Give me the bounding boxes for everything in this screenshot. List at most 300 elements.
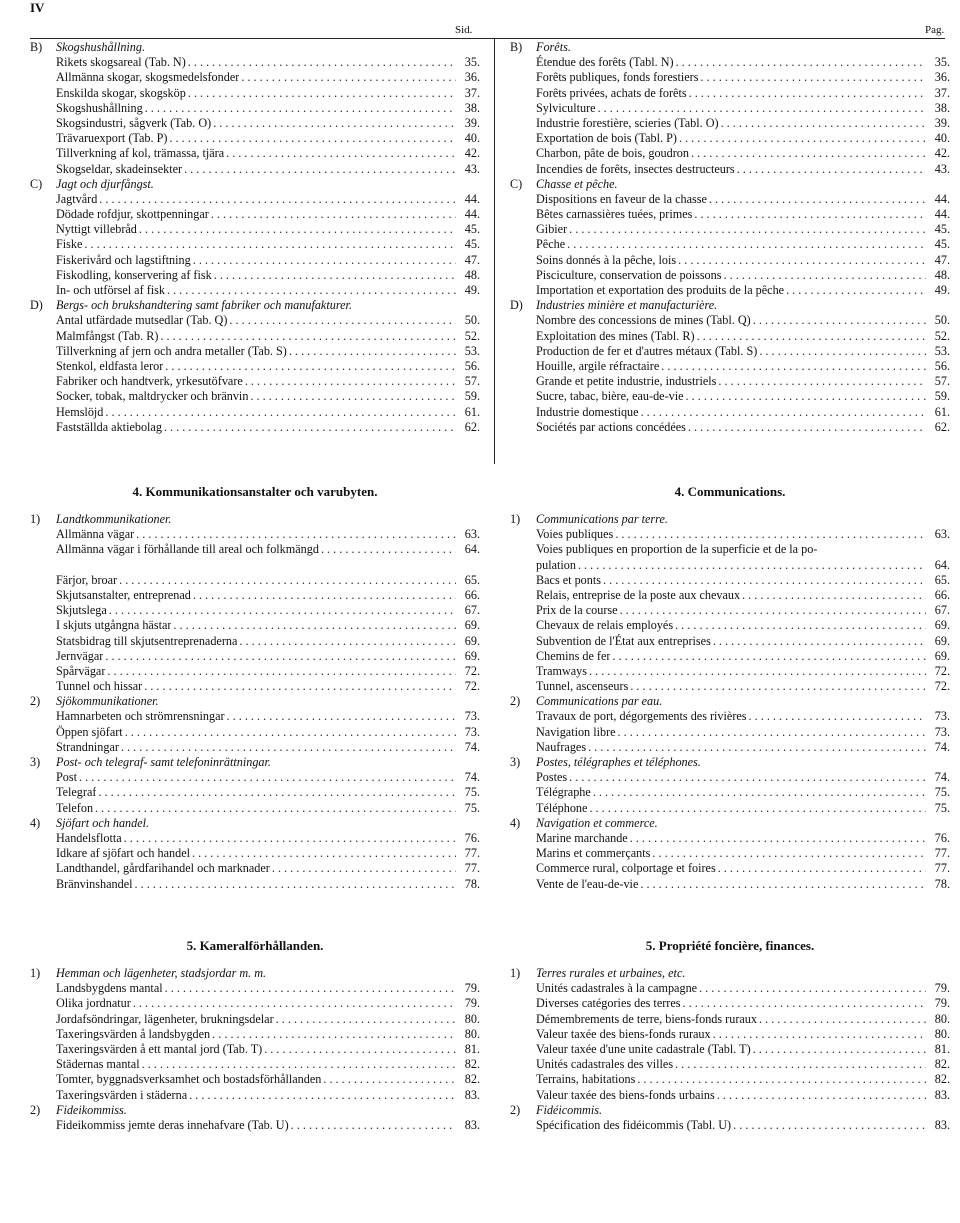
entry-title: Sucre, tabac, bière, eau-de-vie bbox=[536, 389, 684, 404]
page-ref: 77. bbox=[934, 846, 950, 861]
entry-title: Tomter, byggnadsverksamhet och bostadsförhållanden bbox=[56, 1072, 322, 1087]
toc-entry bbox=[510, 344, 950, 359]
category-title: Fideikommiss. bbox=[56, 1102, 127, 1117]
toc-label: 1) bbox=[510, 966, 521, 980]
entry-title: Nombre des concessions de mines (Tabl. Q) bbox=[536, 313, 751, 328]
toc-category bbox=[30, 755, 480, 770]
toc-entry bbox=[30, 877, 480, 892]
entry-title: Landsbygdens mantal bbox=[56, 981, 163, 996]
toc-entry bbox=[30, 131, 480, 146]
leader-dots bbox=[97, 192, 456, 207]
entry-title: Allmänna vägar i förhållande till areal och folkmängd bbox=[56, 542, 319, 557]
entry-title: Sociétés par actions concédées bbox=[536, 419, 686, 434]
toc-entry bbox=[30, 1027, 480, 1042]
toc-entry bbox=[510, 55, 950, 70]
page-ref: 80. bbox=[934, 1026, 950, 1041]
entry-title: Terrains, habitations bbox=[536, 1072, 636, 1087]
entry-title: Importation et exportation des produits de la pêche bbox=[536, 283, 785, 297]
page-ref: 69. bbox=[934, 618, 950, 633]
entry-title: Vente de l'eau-de-vie bbox=[536, 876, 639, 891]
toc-entry bbox=[30, 542, 480, 557]
entry-title: Exploitation des mines (Tabl. R) bbox=[536, 328, 695, 343]
column-divider bbox=[494, 38, 495, 464]
page-ref: 44. bbox=[464, 207, 480, 222]
leader-dots bbox=[248, 389, 456, 404]
toc-category bbox=[30, 298, 480, 313]
toc-label: 4) bbox=[30, 815, 41, 830]
entry-title: Démembrements de terre, biens-fonds ruraux bbox=[536, 1011, 757, 1026]
category-title: Terres rurales et urbaines, etc. bbox=[536, 966, 686, 980]
toc-label: 2) bbox=[510, 1102, 521, 1117]
entry-title: Forêts publiques, fonds forestiers bbox=[536, 70, 699, 85]
toc-entry bbox=[510, 313, 950, 328]
leader-dots bbox=[711, 1027, 926, 1042]
entry-title: Valeur taxée d'une unite cadastrale (Tabl. T) bbox=[536, 1041, 751, 1056]
toc-entry bbox=[510, 207, 950, 222]
page-ref: 77. bbox=[934, 861, 950, 876]
toc-category bbox=[510, 512, 950, 527]
entry-title: Chevaux de relais employés bbox=[536, 618, 674, 633]
entry-title: Hemslöjd bbox=[56, 404, 104, 419]
toc-entry bbox=[30, 268, 480, 283]
entry-title: Trävaruexport (Tab. P) bbox=[56, 131, 168, 146]
leader-dots bbox=[747, 709, 926, 724]
page-ref: 74. bbox=[464, 739, 480, 754]
entry-title: Tunnel och hissar bbox=[56, 679, 143, 694]
page-ref: 72. bbox=[934, 679, 950, 694]
entry-title: Gibier bbox=[536, 222, 568, 237]
page-ref: 79. bbox=[464, 981, 480, 996]
entry-title: Taxeringsvärden i städerna bbox=[56, 1087, 188, 1102]
page-ref: 45. bbox=[934, 222, 950, 237]
toc-entry bbox=[30, 1042, 480, 1057]
toc-entry bbox=[510, 573, 950, 588]
entry-title: Allmänna vägar bbox=[56, 527, 135, 542]
entry-title: Production de fer et d'autres métaux (Tabl. S) bbox=[536, 343, 758, 358]
toc-entry bbox=[30, 527, 480, 542]
entry-title: Houille, argile réfractaire bbox=[536, 358, 660, 373]
leader-dots bbox=[751, 313, 926, 328]
toc-entry bbox=[30, 329, 480, 344]
page-ref: 66. bbox=[934, 587, 950, 602]
entry-title: Nyttigt villebråd bbox=[56, 222, 137, 237]
entry-title: Spårvägar bbox=[56, 663, 106, 678]
toc-entry bbox=[30, 405, 480, 420]
toc-category bbox=[30, 177, 480, 192]
leader-dots bbox=[628, 831, 926, 846]
toc-entry bbox=[510, 131, 950, 146]
toc-entry bbox=[510, 831, 950, 846]
toc-category bbox=[510, 755, 950, 770]
page-ref: 49. bbox=[464, 283, 480, 297]
toc-list-s5-left bbox=[30, 966, 480, 1133]
toc-category bbox=[510, 816, 950, 831]
toc-list-top-right bbox=[510, 40, 950, 435]
leader-dots bbox=[673, 1057, 926, 1072]
toc-entry bbox=[30, 1118, 480, 1133]
toc-category bbox=[510, 40, 950, 55]
page-ref: 40. bbox=[464, 131, 480, 146]
toc-entry bbox=[510, 1072, 950, 1087]
page-number: IV bbox=[30, 0, 45, 15]
leader-dots bbox=[165, 283, 456, 298]
page-ref: 49. bbox=[934, 283, 950, 297]
page-ref: 72. bbox=[934, 663, 950, 678]
toc-label: B) bbox=[30, 40, 43, 54]
toc-entry bbox=[30, 1057, 480, 1072]
page-ref: 63. bbox=[934, 527, 950, 542]
leader-dots bbox=[103, 405, 456, 420]
leader-dots bbox=[638, 877, 926, 892]
entry-title: Dispositions en faveur de la chasse bbox=[536, 191, 707, 206]
leader-dots bbox=[576, 558, 926, 573]
toc-entry bbox=[510, 86, 950, 101]
entry-title: Fiskodling, konservering af fisk bbox=[56, 267, 212, 282]
toc-entry bbox=[510, 146, 950, 161]
toc-category bbox=[510, 298, 950, 313]
header-pag: Pag. bbox=[925, 24, 945, 36]
leader-dots bbox=[677, 131, 926, 146]
entry-title: Fabriker och handtverk, yrkesutöfvare bbox=[56, 374, 243, 389]
leader-dots bbox=[681, 996, 927, 1011]
entry-title: Voies publiques en proportion de la superficie et de la po- bbox=[536, 542, 818, 557]
leader-dots bbox=[697, 981, 926, 996]
entry-title: Strandningar bbox=[56, 739, 119, 754]
entry-title: Fiske bbox=[56, 237, 83, 252]
toc-list-s4-left bbox=[30, 512, 480, 892]
category-title: Communications par eau. bbox=[536, 694, 663, 709]
leader-dots bbox=[182, 162, 456, 177]
leader-dots bbox=[187, 1088, 456, 1103]
entry-title: Forêts privées, achats de forêts bbox=[536, 85, 687, 100]
toc-label: 3) bbox=[510, 755, 521, 769]
leader-dots bbox=[167, 131, 456, 146]
page-ref: 48. bbox=[934, 267, 950, 282]
toc-entry bbox=[510, 603, 950, 618]
category-title: Sjöfart och handel. bbox=[56, 815, 150, 830]
leader-dots bbox=[596, 101, 926, 116]
leader-dots bbox=[707, 192, 926, 207]
page-ref: 65. bbox=[464, 572, 480, 587]
page-ref: 57. bbox=[934, 374, 950, 389]
toc-entry bbox=[30, 55, 480, 70]
leader-dots bbox=[210, 1027, 456, 1042]
toc-entry bbox=[510, 846, 950, 861]
toc-entry bbox=[30, 313, 480, 328]
page-ref: 82. bbox=[934, 1057, 950, 1072]
toc-entry bbox=[510, 389, 950, 404]
entry-title: Skjutsanstalter, entreprenad bbox=[56, 587, 191, 602]
category-title: Chasse et pêche. bbox=[536, 176, 618, 191]
page-ref: 74. bbox=[464, 770, 480, 785]
category-title: Sjökommunikationer. bbox=[56, 694, 159, 709]
page-ref: 81. bbox=[464, 1041, 480, 1056]
page-ref: 59. bbox=[464, 389, 480, 404]
category-title: Communications par terre. bbox=[536, 512, 668, 526]
entry-title: Färjor, broar bbox=[56, 572, 118, 587]
page-ref: 83. bbox=[464, 1087, 480, 1102]
leader-dots bbox=[123, 725, 456, 740]
toc-entry bbox=[30, 740, 480, 755]
page-ref: 83. bbox=[934, 1087, 950, 1102]
page-ref: 44. bbox=[464, 191, 480, 206]
entry-title: Malmfångst (Tab. R) bbox=[56, 328, 159, 343]
leader-dots bbox=[287, 344, 456, 359]
entry-title: Chemins de fer bbox=[536, 648, 611, 663]
toc-category bbox=[510, 177, 950, 192]
entry-title: Landthandel, gårdfarihandel och marknader bbox=[56, 861, 270, 876]
toc-label: B) bbox=[510, 40, 523, 54]
toc-entry bbox=[510, 861, 950, 876]
page-ref: 77. bbox=[464, 861, 480, 876]
leader-dots bbox=[158, 329, 456, 344]
leader-dots bbox=[319, 542, 456, 557]
leader-dots bbox=[751, 1042, 926, 1057]
leader-dots bbox=[659, 359, 926, 374]
toc-entry bbox=[510, 634, 950, 649]
entry-title: Enskilda skogar, skogsköp bbox=[56, 85, 186, 100]
page-ref: 47. bbox=[464, 252, 480, 267]
page-ref: 56. bbox=[934, 358, 950, 373]
page-ref: 74. bbox=[934, 739, 950, 754]
toc-entry bbox=[510, 283, 950, 298]
toc-entry bbox=[30, 861, 480, 876]
entry-title: Skogsindustri, sågverk (Tab. O) bbox=[56, 115, 212, 130]
page-ref: 83. bbox=[934, 1117, 950, 1132]
leader-dots bbox=[211, 116, 456, 131]
leader-dots bbox=[687, 86, 926, 101]
toc-entry bbox=[510, 1088, 950, 1103]
entry-title: Handelsflotta bbox=[56, 830, 122, 845]
toc-entry bbox=[510, 1042, 950, 1057]
leader-dots bbox=[722, 268, 927, 283]
toc-label: C) bbox=[510, 176, 523, 191]
toc-entry bbox=[510, 785, 950, 800]
page-ref: 80. bbox=[464, 1011, 480, 1026]
toc-entry bbox=[30, 1088, 480, 1103]
entry-title: Tramways bbox=[536, 663, 588, 678]
toc-entry bbox=[510, 420, 950, 435]
leader-dots bbox=[650, 846, 926, 861]
toc-label: 2) bbox=[510, 694, 521, 709]
entry-title: Fideikommiss jemte deras innehafvare (Tab. U) bbox=[56, 1117, 289, 1132]
entry-title: Unités cadastrales à la campagne bbox=[536, 981, 698, 996]
toc-entry bbox=[30, 146, 480, 161]
page-ref: 78. bbox=[464, 876, 480, 891]
page-ref: 38. bbox=[464, 100, 480, 115]
toc-category bbox=[30, 40, 480, 55]
entry-title: Jordafsöndringar, lägenheter, brukningsdelar bbox=[56, 1011, 274, 1026]
leader-dots bbox=[122, 831, 456, 846]
toc-entry bbox=[30, 283, 480, 298]
entry-title: Travaux de port, dégorgements des rivières bbox=[536, 709, 747, 724]
toc-label: 3) bbox=[30, 755, 41, 769]
page-ref: 36. bbox=[934, 70, 950, 85]
entry-title: Tillverkning af jern och andra metaller (Tab. S) bbox=[56, 343, 287, 358]
leader-dots bbox=[628, 679, 926, 694]
page-ref: 44. bbox=[934, 207, 950, 222]
category-title: Skogshushållning. bbox=[56, 40, 146, 54]
leader-dots bbox=[133, 877, 457, 892]
entry-title: Skogshushållning bbox=[56, 100, 143, 115]
page-ref: 76. bbox=[464, 830, 480, 845]
category-title: Bergs- och brukshandtering samt fabriker och manufakturer. bbox=[56, 298, 352, 313]
toc-entry bbox=[30, 1012, 480, 1027]
toc-entry bbox=[30, 603, 480, 618]
entry-title: Idkare af sjöfart och handel bbox=[56, 846, 190, 861]
leader-dots bbox=[191, 588, 456, 603]
leader-dots bbox=[686, 420, 926, 435]
page-ref: 75. bbox=[464, 785, 480, 800]
toc-entry bbox=[30, 618, 480, 633]
leader-dots bbox=[695, 329, 926, 344]
page-ref: 44. bbox=[934, 191, 950, 206]
toc-entry bbox=[30, 649, 480, 664]
leader-dots bbox=[673, 618, 926, 633]
top-rule bbox=[30, 38, 945, 39]
page-ref: 73. bbox=[464, 724, 480, 739]
page-ref: 82. bbox=[464, 1072, 480, 1087]
toc-entry bbox=[30, 86, 480, 101]
entry-title: Étendue des forêts (Tabl. N) bbox=[536, 55, 674, 70]
leader-dots bbox=[227, 313, 456, 328]
entry-title: Marins et commerçants bbox=[536, 846, 651, 861]
page-ref: 82. bbox=[464, 1057, 480, 1072]
page-ref: 72. bbox=[464, 679, 480, 694]
leader-dots bbox=[186, 86, 456, 101]
entry-title: Subvention de l'État aux entreprises bbox=[536, 633, 711, 648]
leader-dots bbox=[243, 374, 456, 389]
leader-dots bbox=[635, 1072, 926, 1087]
leader-dots bbox=[587, 664, 926, 679]
toc-label: 1) bbox=[30, 966, 41, 980]
leader-dots bbox=[96, 785, 456, 800]
toc-entry bbox=[510, 1027, 950, 1042]
toc-entry bbox=[30, 801, 480, 816]
leader-dots bbox=[117, 573, 456, 588]
toc-entry bbox=[30, 996, 480, 1011]
toc-entry bbox=[30, 634, 480, 649]
toc-entry bbox=[510, 801, 950, 816]
leader-dots bbox=[270, 861, 456, 876]
entry-title: Commerce rural, colportage et foires bbox=[536, 861, 716, 876]
toc-entry bbox=[510, 329, 950, 344]
toc-entry bbox=[30, 237, 480, 252]
page-ref: 42. bbox=[464, 146, 480, 161]
page-ref: 69. bbox=[464, 618, 480, 633]
page-ref: 52. bbox=[464, 328, 480, 343]
page-ref: 69. bbox=[464, 633, 480, 648]
toc-label: D) bbox=[30, 298, 43, 313]
leader-dots bbox=[119, 740, 456, 755]
toc-entry bbox=[510, 877, 950, 892]
page-ref: 67. bbox=[464, 603, 480, 618]
category-title: Jagt och djurfångst. bbox=[56, 176, 154, 191]
page-ref: 64. bbox=[464, 542, 480, 557]
page-ref: 77. bbox=[464, 846, 480, 861]
page-ref: 50. bbox=[464, 313, 480, 328]
toc-entry bbox=[30, 831, 480, 846]
toc-entry bbox=[510, 1057, 950, 1072]
leader-dots bbox=[262, 1042, 456, 1057]
toc-category bbox=[30, 816, 480, 831]
entry-title: Allmänna skogar, skogsmedelsfonder bbox=[56, 70, 240, 85]
entry-title: Exportation de bois (Tabl. P) bbox=[536, 131, 677, 146]
leader-dots bbox=[613, 527, 926, 542]
toc-entry bbox=[510, 542, 950, 557]
toc-entry bbox=[30, 253, 480, 268]
entry-title: Incendies de forêts, insectes destructeurs bbox=[536, 161, 735, 176]
toc-list-s4-right bbox=[510, 512, 950, 892]
toc-entry bbox=[510, 740, 950, 755]
toc-entry bbox=[30, 770, 480, 785]
entry-title: Bêtes carnassières tuées, primes bbox=[536, 207, 693, 222]
toc-entry bbox=[30, 359, 480, 374]
leader-dots bbox=[239, 70, 456, 85]
toc-entry bbox=[30, 588, 480, 603]
toc-entry bbox=[30, 420, 480, 435]
category-title: Landtkommunikationer. bbox=[56, 512, 172, 526]
entry-title: Skjutslega bbox=[56, 603, 107, 618]
leader-dots bbox=[171, 618, 456, 633]
entry-title: Taxeringsvärden å landsbygden bbox=[56, 1026, 211, 1041]
category-title: Fidéicommis. bbox=[536, 1102, 603, 1117]
leader-dots bbox=[289, 1118, 456, 1133]
toc-entry bbox=[510, 192, 950, 207]
entry-title: Städernas mantal bbox=[56, 1057, 140, 1072]
page-ref: 45. bbox=[464, 222, 480, 237]
leader-dots bbox=[684, 389, 926, 404]
toc-entry bbox=[30, 846, 480, 861]
page-ref: 61. bbox=[464, 404, 480, 419]
page-ref: 73. bbox=[464, 709, 480, 724]
leader-dots bbox=[591, 785, 926, 800]
toc-entry bbox=[510, 374, 950, 389]
leader-dots bbox=[698, 70, 926, 85]
toc-entry bbox=[30, 207, 480, 222]
toc-entry bbox=[510, 162, 950, 177]
page-ref: 56. bbox=[464, 358, 480, 373]
entry-title: Post bbox=[56, 770, 78, 785]
leader-dots bbox=[586, 740, 926, 755]
entry-title: Bränvinshandel bbox=[56, 876, 133, 891]
toc-entry bbox=[510, 70, 950, 85]
entry-title: Pisciculture, conservation de poissons bbox=[536, 267, 722, 282]
leader-dots bbox=[567, 222, 926, 237]
section-5-title-fr: 5. Propriété foncière, finances. bbox=[645, 938, 815, 953]
toc-entry bbox=[510, 116, 950, 131]
leader-dots bbox=[212, 268, 456, 283]
toc-label: 1) bbox=[30, 512, 41, 526]
toc-label: 1) bbox=[510, 512, 521, 526]
leader-dots bbox=[757, 1012, 926, 1027]
leader-dots bbox=[715, 1088, 926, 1103]
entry-title: Spécification des fidéicommis (Tabl. U) bbox=[536, 1117, 732, 1132]
toc-entry bbox=[510, 709, 950, 724]
toc-entry bbox=[510, 588, 950, 603]
entry-title: Relais, entreprise de la poste aux chevaux bbox=[536, 587, 741, 602]
toc-entry bbox=[30, 679, 480, 694]
category-title: Industries minière et manufacturière. bbox=[536, 298, 718, 313]
toc-category bbox=[510, 966, 950, 981]
page-ref: 80. bbox=[464, 1026, 480, 1041]
leader-dots bbox=[140, 1057, 456, 1072]
page-ref: 50. bbox=[934, 313, 950, 328]
entry-title: Voies publiques bbox=[536, 527, 614, 542]
entry-title: Industrie forestière, scieries (Tabl. O) bbox=[536, 115, 719, 130]
entry-title: Unités cadastrales des villes bbox=[536, 1057, 674, 1072]
toc-label: C) bbox=[30, 176, 43, 191]
